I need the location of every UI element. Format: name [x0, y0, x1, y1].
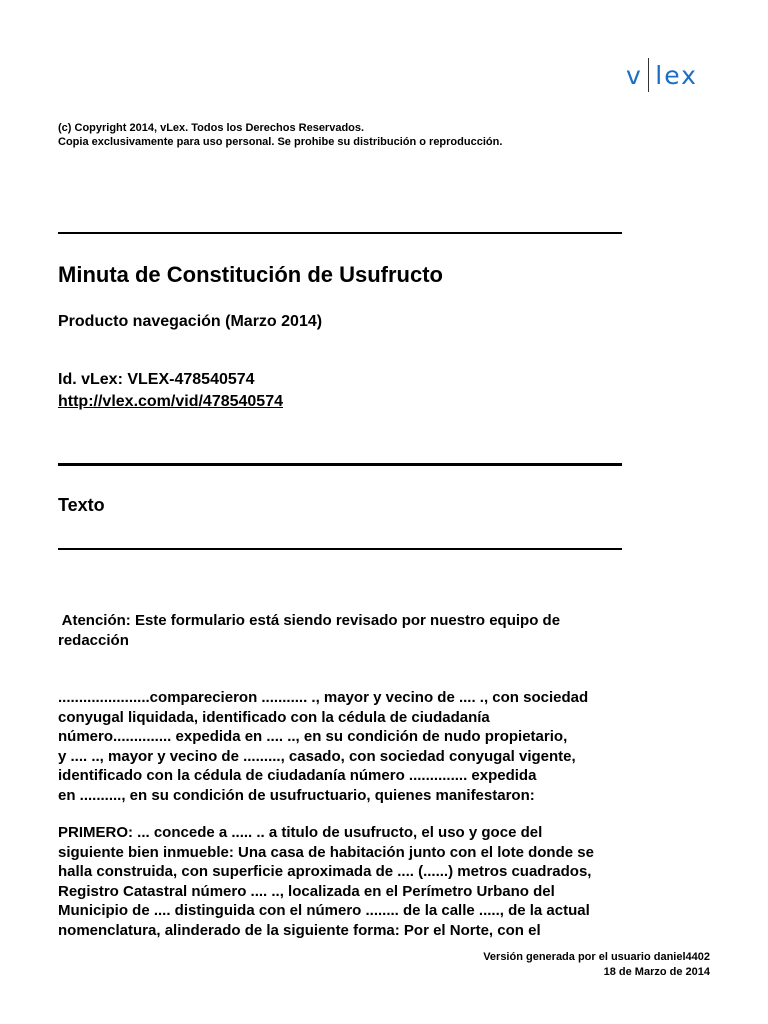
divider-section [58, 548, 622, 550]
document-ids [58, 369, 283, 413]
notice-line: Atención: Este formulario está siendo revisado por nuestro equipo de [58, 612, 561, 629]
divider-middle [58, 463, 622, 466]
section-heading: Texto [58, 495, 105, 515]
copyright-usage-line: Copia exclusivamente para uso personal. Se prohibe su distribución o reproducción. [58, 136, 503, 148]
copyright-notice [58, 121, 502, 149]
logo-text-v: v [626, 60, 643, 90]
text-line: PRIMERO: ... concede a ..... .. a titulo de usufructo, el uso y goce del [58, 824, 543, 841]
divider-top [58, 232, 622, 234]
notice-paragraph [58, 611, 718, 650]
text-line: y .... .., mayor y vecino de ........., casado, con sociedad conyugal vigente, [58, 747, 576, 765]
clause-first-paragraph [58, 823, 718, 940]
copyright-line: (c) Copyright 2014, vLex. Todos los Derechos Reservados. [58, 122, 365, 134]
text-line: halla construida, con superficie aproximada de .... (......) metros cuadrados, [58, 863, 592, 880]
text-line: en .........., en su condición de usufructuario, quienes manifestaron: [58, 786, 535, 804]
vlex-logo [626, 58, 698, 92]
text-line: Municipio de .... distinguida con el número ........ de la calle ....., de la actual [58, 902, 590, 919]
document-subtitle: Producto navegación (Marzo 2014) [58, 313, 323, 330]
text-line: nomenclatura, alinderado de la siguiente forma: Por el Norte, con el [58, 921, 541, 939]
generation-footer [483, 950, 710, 980]
text-line: identificado con la cédula de ciudadanía número .............. expedida [58, 767, 537, 784]
document-url-link[interactable]: http://vlex.com/vid/478540574 [58, 393, 283, 410]
text-line: siguiente bien inmueble: Una casa de habitación junto con el lote donde se [58, 843, 594, 861]
text-line: ......................comparecieron ........... ., mayor y vecino de .... ., con sociedad [58, 689, 589, 706]
logo-text-lex: lex [655, 60, 698, 90]
generation-date: 18 de Marzo de 2014 [603, 966, 710, 978]
document-title: Minuta de Constitución de Usufructo [58, 262, 443, 287]
text-line: número.............. expedida en .... .., en su condición de nudo propietario, [58, 728, 568, 745]
logo-divider [648, 58, 650, 92]
notice-line: redacción [58, 631, 129, 649]
vlex-id: Id. vLex: VLEX-478540574 [58, 371, 255, 388]
text-line: conyugal liquidada, identificado con la cédula de ciudadanía [58, 708, 490, 726]
generated-by-text: Versión generada por el usuario daniel4402 [483, 951, 710, 963]
text-line: Registro Catastral número .... .., localizada en el Perímetro Urbano del [58, 882, 555, 900]
appearance-paragraph [58, 688, 718, 805]
